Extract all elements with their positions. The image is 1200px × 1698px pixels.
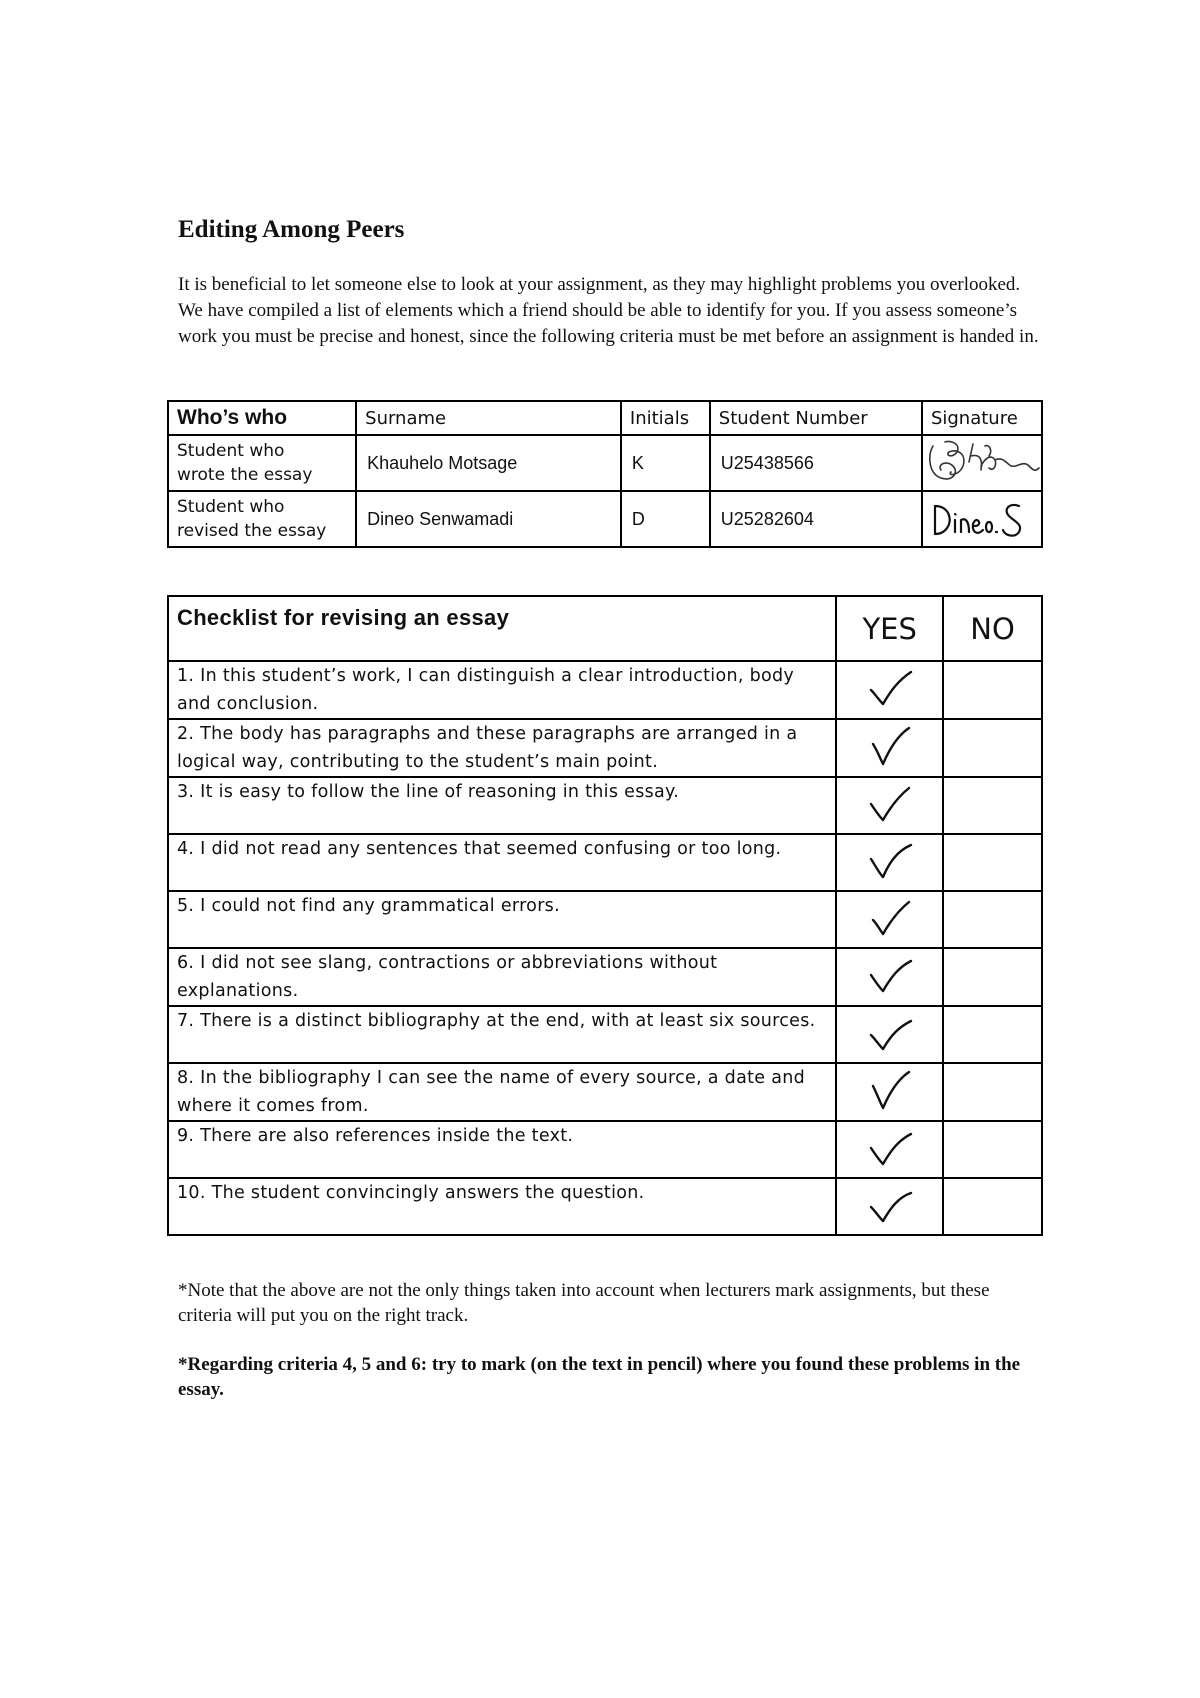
yes-cell (836, 834, 943, 891)
checklist-item-text: 2. The body has paragraphs and these paragraphs are arranged in a logical way, contributing to the student’s main point. (168, 719, 836, 777)
signature-header: Signature (922, 401, 1042, 435)
checkmark-icon (865, 724, 915, 768)
checklist-item (168, 1063, 1042, 1121)
yes-header: YES (836, 596, 943, 661)
checklist-item (168, 719, 1042, 777)
checklist-item (168, 948, 1042, 1006)
writer-role (168, 435, 356, 491)
writer-role-line1: Student who (177, 441, 285, 461)
student-number-header: Student Number (710, 401, 922, 435)
reviser-signature-scribble (923, 492, 1041, 541)
reviser-signature (922, 491, 1042, 547)
no-cell (943, 1178, 1042, 1235)
checklist-item (168, 661, 1042, 719)
no-cell (943, 1006, 1042, 1063)
no-cell (943, 661, 1042, 719)
writer-initials: K (621, 435, 710, 491)
checklist-item (168, 777, 1042, 834)
checkmark-icon (865, 898, 915, 938)
yes-cell (836, 777, 943, 834)
reviser-role (168, 491, 356, 547)
checkmark-icon (865, 1013, 915, 1053)
yes-cell (836, 1121, 943, 1178)
checkmark-icon (865, 1128, 915, 1168)
checklist-item (168, 891, 1042, 948)
writer-student-number: U25438566 (710, 435, 922, 491)
checkmark-icon (865, 955, 915, 995)
no-cell (943, 948, 1042, 1006)
intro-paragraph: It is beneficial to let someone else to look at your assignment, as they may highlight problems you overlooked. We have compiled a list of elements which a friend should be able to identify for you. If you assess someone’s work you must be precise and honest, since the following criteria must be met before an assignment is handed in. (178, 274, 1039, 347)
checkmark-icon (865, 841, 915, 881)
yes-cell (836, 948, 943, 1006)
checklist-item-text: 1. In this student’s work, I can distinguish a clear introduction, body and conclusion. (168, 661, 836, 719)
initials-header: Initials (621, 401, 710, 435)
no-cell (943, 891, 1042, 948)
checklist-item-text: 4. I did not read any sentences that seemed confusing or too long. (168, 834, 836, 891)
checklist-item-text: 10. The student convincingly answers the question. (168, 1178, 836, 1235)
yes-cell (836, 719, 943, 777)
criteria-note: *Regarding criteria 4, 5 and 6: try to mark (on the text in pencil) where you found these problems in the essay. (178, 1354, 1021, 1400)
no-header: NO (943, 596, 1042, 661)
checklist-item-text: 6. I did not see slang, contractions or abbreviations without explanations. (168, 948, 836, 1006)
surname-header: Surname (356, 401, 621, 435)
writer-signature-scribble (923, 436, 1041, 485)
whos-who-header-row (168, 401, 1042, 435)
revision-checklist-table (167, 595, 1043, 1236)
reviser-student-number: U25282604 (710, 491, 922, 547)
yes-cell (836, 891, 943, 948)
reviser-initials: D (621, 491, 710, 547)
reviser-surname: Dineo Senwamadi (356, 491, 621, 547)
checklist-item (168, 1178, 1042, 1235)
writer-row (168, 435, 1042, 491)
checklist-item-text: 9. There are also references inside the text. (168, 1121, 836, 1178)
checkmark-icon (865, 1068, 915, 1112)
no-cell (943, 834, 1042, 891)
no-cell (943, 1063, 1042, 1121)
reviser-role-line1: Student who (177, 497, 285, 517)
reviser-role-line2: revised the essay (177, 521, 327, 541)
page-title: Editing Among Peers (178, 216, 405, 243)
checklist-item (168, 1006, 1042, 1063)
no-cell (943, 777, 1042, 834)
checkmark-icon (865, 784, 915, 824)
checklist-item (168, 834, 1042, 891)
checklist-item-text: 7. There is a distinct bibliography at the end, with at least six sources. (168, 1006, 836, 1063)
checklist-item-text: 8. In the bibliography I can see the name of every source, a date and where it comes from. (168, 1063, 836, 1121)
yes-cell (836, 1178, 943, 1235)
writer-signature (922, 435, 1042, 491)
checklist-item-text: 3. It is easy to follow the line of reasoning in this essay. (168, 777, 836, 834)
checklist-header-row (168, 596, 1042, 661)
no-cell (943, 719, 1042, 777)
whos-who-header: Who’s who (168, 401, 356, 435)
checkmark-icon (865, 668, 915, 708)
checklist-item-text: 5. I could not find any grammatical errors. (168, 891, 836, 948)
checklist-item (168, 1121, 1042, 1178)
whos-who-table (167, 400, 1043, 548)
yes-cell (836, 1006, 943, 1063)
yes-cell (836, 1063, 943, 1121)
writer-role-line2: wrote the essay (177, 465, 313, 485)
note-paragraph: *Note that the above are not the only things taken into account when lecturers mark assignments, but these criteria will put you on the right track. (178, 1280, 990, 1326)
writer-surname: Khauhelo Motsage (356, 435, 621, 491)
checkmark-icon (865, 1185, 915, 1225)
checklist-title: Checklist for revising an essay (168, 596, 836, 661)
reviser-row (168, 491, 1042, 547)
no-cell (943, 1121, 1042, 1178)
yes-cell (836, 661, 943, 719)
